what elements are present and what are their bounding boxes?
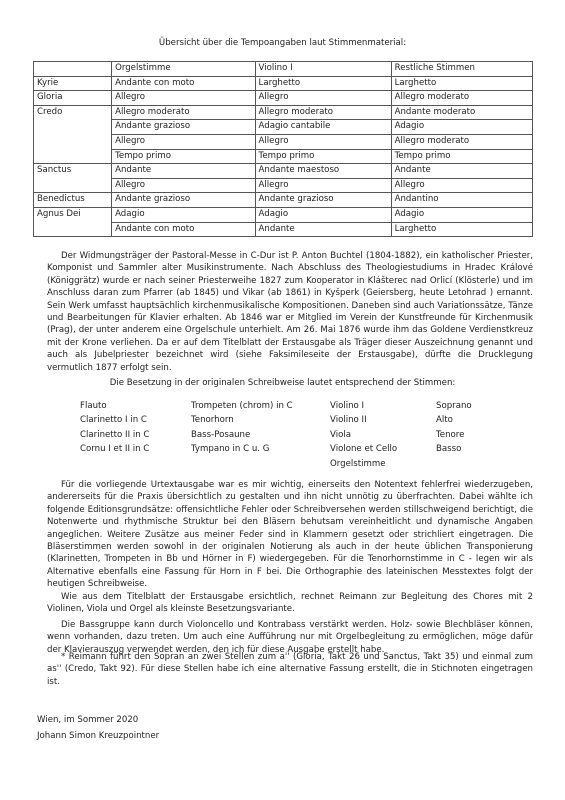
movement-name-cell: Credo (34, 105, 112, 163)
tempo-marking: Larghetto (394, 77, 437, 88)
setting-item: Clarinetto I in C (80, 415, 147, 426)
table-header-cell: Restliche Stimmen (391, 62, 532, 77)
tempo-cell (255, 76, 391, 91)
table-header-cell (34, 62, 112, 77)
tempo-marking: Allegro (392, 178, 532, 193)
tempo-cell (255, 91, 391, 106)
movement-name-cell: Gloria (34, 91, 112, 106)
setting-item: Soprano (436, 401, 472, 411)
tempo-marking: Allegro moderato (394, 92, 470, 103)
tempo-marking: Allegro moderato (258, 106, 334, 117)
tempo-marking: Larghetto (258, 77, 301, 88)
paragraph-bass-group: Die Bassgruppe kann durch Violoncello und Kontrabass verstärkt werden. Holz- sowie Blechbläser können, wenn vorhanden, dazu treten. Um auch eine Aufführung nur mit Orgelbegleitung zu ermöglichen, möge dafür der Klavierauszug verwendet werden, den ich für diese Ausgabe erstellt habe. (47, 620, 533, 655)
setting-item: Flauto (80, 401, 107, 411)
tempo-cell (255, 207, 391, 236)
tempo-cell (255, 105, 391, 163)
table-row (34, 76, 533, 91)
tempo-marking: Andante maestoso (258, 165, 340, 176)
tempo-cell (112, 105, 255, 163)
setting-item: Basso (436, 444, 462, 455)
setting-item: Orgelstimme (330, 458, 386, 469)
setting-column-strings (330, 399, 397, 471)
tempo-cell (112, 207, 255, 236)
movement-name-cell: Benedictus (34, 193, 112, 208)
setting-column-voices (436, 399, 472, 457)
table-row (34, 105, 533, 163)
tempo-cell (112, 91, 255, 106)
tempo-marking: Tempo primo (112, 149, 254, 164)
tempo-marking: Allegro (112, 134, 254, 149)
tempo-cell (112, 193, 255, 208)
setting-item: Violino I (330, 401, 365, 411)
signature-author: Johann Simon Kreuzpointner (37, 731, 160, 741)
setting-item: Trompeten (chrom) in C (191, 401, 293, 411)
tempo-marking: Adagio (115, 208, 145, 219)
tempo-marking: Andante grazioso (115, 194, 191, 205)
tempo-cell (255, 164, 391, 193)
setting-item: Bass-Posaune (191, 429, 251, 440)
tempo-marking: Andante (394, 165, 431, 176)
tempo-marking: Tempo primo (392, 149, 532, 164)
setting-item: Viola (330, 429, 351, 440)
paragraph-footnote: * Reimann führt den Sopran an zwei Stellen zum a'' (Gloria, Takt 26 und Sanctus, Takt 35) und einmal zum as'' (Credo, Takt 92). Für diese Stellen habe ich eine alternative Fassung erstellt, die in Stichnoten eingetragen ist. (47, 652, 533, 687)
tempo-marking: Andantino (394, 194, 439, 205)
tempo-cell (391, 193, 532, 208)
setting-heading: Die Besetzung in der originalen Schreibweise lautet entsprechend der Stimmen: (109, 378, 456, 388)
tempo-marking: Adagio (392, 119, 532, 134)
tempo-marking: Allegro (256, 178, 391, 193)
paragraph-instrumentation: Wie aus dem Titelblatt der Erstausgabe ersichtlich, rechnet Reimann zur Begleitung des Chores mit 2 Violinen, Viola und Orgel als kleinste Besetzungsvariante. (47, 592, 533, 615)
tempo-table-body (34, 62, 533, 237)
setting-item: Violino II (330, 415, 367, 426)
paragraph-edition: Für die vorliegende Urtextausgabe war es mir wichtig, einerseits den Notentext fehlerfrei wiederzugeben, andererseits für die Praxis übersichtlich zu gestalten und ihn nicht unnötig zu überfrachten. Dabei wählte ich folgende Editionsgrundsätze: offensichtliche Fehler oder Schreibversehen werden stillschweigend berichtigt, die Notenwerte und rhythmische Struktur bei den Bläsern behutsam vereinheitlicht und dynamische Angaben angeglichen. Weitere Zusätze aus meiner Feder sind in Klammern gesetzt oder strichliert eingetragen. Die Bläserstimmen werden sowohl in der originalen Notierung als auch in der heute üblichen Transponierung (Klarinetten, Trompeten in Bb und Hörner in F) wiedergegeben. Für die Tenorhornstimme in C - legen wir als Alternative ebenfalls eine Fassung für Horn in F bei. Die Orthographie des lateinischen Messtextes folgt der heutigen Schreibweise. (47, 480, 533, 590)
tempo-cell (112, 76, 255, 91)
tempo-marking: Adagio (258, 208, 289, 219)
tempo-cell (391, 76, 532, 91)
table-row (34, 193, 533, 208)
signature-place-date: Wien, im Sommer 2020 (37, 715, 139, 725)
tempo-marking: Andante grazioso (258, 194, 334, 205)
table-row (34, 91, 533, 106)
tempo-cell (391, 164, 532, 193)
setting-column-brass (191, 399, 293, 457)
table-row (34, 164, 533, 193)
tempo-marking: Andante grazioso (112, 119, 254, 134)
setting-item: Alto (436, 415, 453, 426)
tempo-marking: Allegro (115, 92, 146, 103)
setting-column-woodwinds (80, 399, 149, 457)
movement-name-cell: Sanctus (34, 164, 112, 193)
tempo-cell (255, 193, 391, 208)
setting-item: Cornu I et II in C (80, 444, 150, 455)
tempo-marking: Tempo primo (256, 149, 391, 164)
tempo-cell (391, 105, 532, 163)
setting-item: Tenorhorn (191, 415, 234, 426)
movement-name-cell: Kyrie (34, 76, 112, 91)
table-header-cell: Orgelstimme (112, 62, 255, 77)
tempo-marking: Allegro (258, 92, 289, 103)
table-row (34, 207, 533, 236)
tempo-cell (391, 207, 532, 236)
tempo-marking: Andante moderato (394, 106, 476, 117)
tempo-marking: Allegro (256, 134, 391, 149)
tempo-marking: Allegro moderato (392, 134, 532, 149)
setting-item: Tenore (436, 429, 465, 440)
tempo-cell (112, 164, 255, 193)
setting-item: Tympano in C u. G (191, 444, 270, 455)
tempo-table (33, 61, 533, 237)
tempo-marking: Larghetto (392, 222, 532, 237)
table-heading: Übersicht über die Tempoangaben laut Stimmenmaterial: (158, 38, 407, 48)
setting-item: Violone et Cello (330, 444, 398, 455)
tempo-marking: Andante con moto (115, 77, 195, 88)
tempo-marking: Adagio cantabile (256, 119, 391, 134)
tempo-marking: Allegro moderato (115, 106, 190, 117)
tempo-marking: Andante con moto (112, 222, 254, 237)
tempo-marking: Andante (115, 165, 152, 176)
table-header-cell: Violino I (255, 62, 391, 77)
movement-name-cell: Agnus Dei (34, 207, 112, 236)
paragraph-dedication: Der Widmungsträger der Pastoral-Messe in C-Dur ist P. Anton Buchtel (1804-1882), ein katholischer Priester, Komponist und Sammler alter Musikinstrumente. Nach Abschluss des Theologiestudiums in Hradec Králové (Königgrätz) wurde er nach seiner Priesterweihe 1827 zum Kooperator in Klášterec nad Orlicí (Klösterle) und im Anschluss daran zum Pfarrer (ab 1845) und Vikar (ab 1861) in Kyšperk (Geiersberg, heute Letohrad ) ernannt. Sein Werk umfasst hauptsächlich kirchenmusikalische Kompositionen. Daneben sind auch Variationssätze, Tänze und Bearbeitungen für Klavier erhalten. Ab 1846 war er Mitglied im Verein der Kunstfreunde für Kirchenmusik (Prag), der unter anderem eine Orgelschule unterhielt. Am 26. Mai 1876 wurde ihm das Goldene Verdienstkreuz mit der Krone verliehen. Da er auf dem Titelblatt der Erstausgabe als Träger dieser Auszeichnung genannt und auch als Jubelpriester bezeichnet wird (siehe Faksimileseite der Erstausgabe), dürfte die Drucklegung vermutlich 1877 erfolgt sein. (47, 251, 533, 373)
tempo-marking: Andante (256, 222, 391, 237)
tempo-marking: Adagio (394, 208, 425, 219)
table-header-row (34, 62, 533, 77)
tempo-marking: Allegro (112, 178, 254, 193)
tempo-cell (391, 91, 532, 106)
setting-item: Clarinetto II in C (80, 429, 150, 440)
